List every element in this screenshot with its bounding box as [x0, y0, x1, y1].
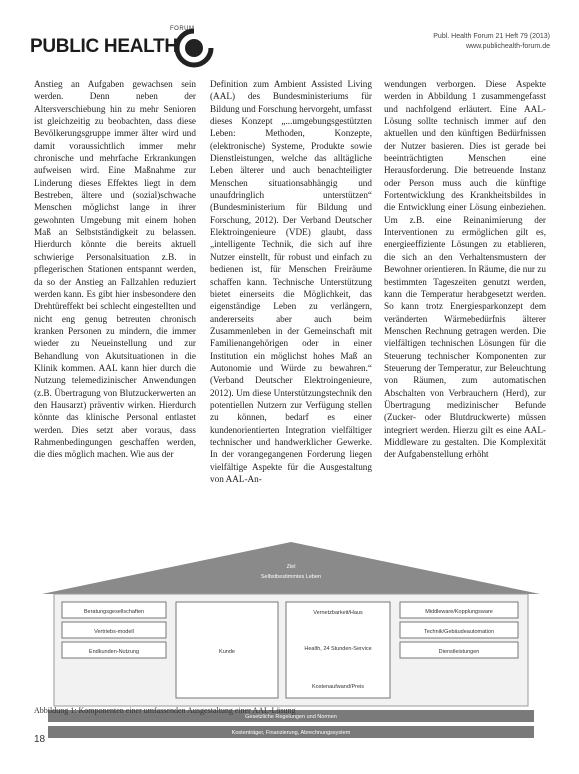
- customer-label: Kunde: [219, 649, 235, 655]
- left-label-2: Vertriebs-modell: [94, 629, 134, 635]
- logo-forum-text: FORUM: [170, 26, 195, 32]
- text-column-2: [210, 78, 372, 485]
- roof-goal-text: Selbstbestimmtes Leben: [260, 574, 322, 580]
- left-label-1: Beratungsgesellschaften: [83, 609, 145, 615]
- paragraph: wendungen verborgen. Diese Aspekte werden in Abbildung 1 zusammengefasst und nachfolgend erläutert. Eine AAL-Lösung sollte technisch immer auf den aktuellen und den künftigen Bedürfnissen der Nutzer basieren. Dies ist gerade bei beeinträchtigten Menschen eine Herausforderung. Die betreuende Instanz oder Person muss auch die künftige Fortentwicklung des Krankheitsbildes in die Entwicklung einer Lösung einbeziehen. Um z.B. eine Reinanimierung der Interventionen zu ermöglichen gilt es, energieeffiziente Lösungen zu etablieren, die sich an den Verhaltensmustern der Bewohner orientieren. In Räume, die nur zu bestimmten Tageszeiten genutzt werden, kann die Temperatur herabgesetzt werden. So kann trotz Energiesparkonzept dem veränderten Wärmebedürfnis älterer Menschen Rechnung getragen werden. Die vielfältigen technischen Lösungen für die Steuerung technischer Komponenten zur Steuerung der Temperatur, zur Beleuchtung von Räumen, zum automatischen Abschalten von Verbrauchern (Herd), zur Übertragung medizinischer Befunde (Zucker- oder Blutdruckwerte) müssen integriert werden. Hierzu gilt es eine AAL-Middleware zu gestalten. Die Komplexität der Aufgabenstellung erhöht: [384, 79, 546, 460]
- journal-info: [433, 32, 550, 52]
- logo-public-health: PUBLIC HEALTH: [30, 36, 178, 57]
- center-label-1: Vernetzbarkeit/Haus: [313, 610, 363, 616]
- paragraph: Anstieg an Aufgaben gewachsen sein werden. Denn neben der Altersverschiebung hin zu mehr Senioren ist gleichzeitig zu beobachten, dass diese Bevölkerungsgruppe immer älter wird und damit voraussichtlich immer mehr chronische und mehrfache Erkrankungen aufweisen wird. Eine Maßnahme zur Linderung dieses Effektes liegt in dem Bestreben, ältere und (sozial)schwache Menschen möglichst lange in ihrer gewohnten Umgebung mit einem hohen Maß an Selbstständigkeit zu belassen. Hierdurch könnte die bereits aktuell schwierige Personalsituation z.B. in pflegerischen Stationen entspannt werden, da so der Anstieg an Fallzahlen reduziert werden kann. Es gibt hier insbesondere den Drehtüreffekt bei schlecht eingestellten und nicht eng genug betreuten chronisch kranken Personen zu mindern, die immer wieder zu Neueinstellung und zur Behandlung von Akutsituationen in die Klinik kommen. AAL kann hier durch die Nutzung telemedizinischer Anwendungen (z.B. Übertragung von Blutzuckerwerten an den Hausarzt) präventiv wirken. Hierdurch könnte das klinische Personal entlastet werden. Dies setzt aber voraus, dass Rahmenbedingungen geschaffen werden, die dies möglich machen. Wie aus der: [34, 79, 196, 460]
- center-label-3: Kostenaufwand/Preis: [312, 684, 364, 690]
- text-column-1: [34, 78, 196, 461]
- right-label-1: Middleware/Kopplungsware: [425, 609, 493, 615]
- journal-citation: Publ. Health Forum 21 Heft 79 (2013): [433, 33, 550, 40]
- roof-goal-label: Ziel: [286, 564, 296, 570]
- base-label-1: Gesetzliche Regelungen und Normen: [245, 714, 337, 720]
- figure-aal-house: [34, 538, 548, 774]
- page-number: 18: [34, 734, 46, 745]
- logo-circle-icon: [174, 28, 214, 68]
- center-label-2: Health, 24 Stunden-Service: [304, 646, 372, 652]
- right-label-3: Dienstleistungen: [438, 649, 480, 655]
- paragraph: Definition zum Ambient Assisted Living (AAL) des Bundesministeriums für Bildung und Forschung hervorgeht, umfasst dieses Konzept „...umgebungsgestützten Leben: Methoden, Konzepte, (elektronische) Systeme, Produkte sowie Dienstleistungen, welche das alltägliche Leben älterer und auch benachteiligter Menschen situationsabhängig und unaufdringlich unterstützen“ (Bundesministerium für Bildung und Forschung, 2012). Der Verband Deutscher Elektroingenieure (VDE) glaubt, dass „intelligente Technik, die sich auf ihre Nutzer einstellt, für robust und einfach zu bedienen ist, für Menschen Freiräume schaffen kann. Technische Unterstützung bietet einerseits die Möglichkeit, das eigenständige Leben zu verlängern, andererseits aber auch beim Zusammenleben in der Gemeinschaft mit Familienangehörigen oder in einer Institution ein möglichst hohes Maß an Autonomie und Würde zu bewahren.“ (Verband Deutscher Elektroingenieure, 2012). Um diese Unterstützungstechnik den potentiellen Nutzern zur Verfügung stellen zu können, bedarf es einer kundenorientierten Integration vielfältiger technischer und handwerklicher Gewerke. In der vorangegangenen Forderung liegen vielfältige Aspekte für die Ausgestaltung von AAL-An-: [210, 79, 372, 484]
- text-column-3: [384, 78, 546, 461]
- left-label-3: Endkunden-Nutzung: [88, 649, 140, 655]
- journal-url: www.publichealth-forum.de: [465, 43, 550, 50]
- base-label-2: Kostenträger, Finanzierung, Abrechnungssystem: [231, 730, 351, 736]
- article-body: [34, 78, 548, 528]
- page-header: [30, 22, 550, 72]
- figure-caption: Abbildung 1: Komponenten einer umfassenden Ausgestaltung einer AAL-Lösung: [34, 706, 296, 715]
- right-label-2: Technik/Gebäudeautomation: [423, 629, 495, 635]
